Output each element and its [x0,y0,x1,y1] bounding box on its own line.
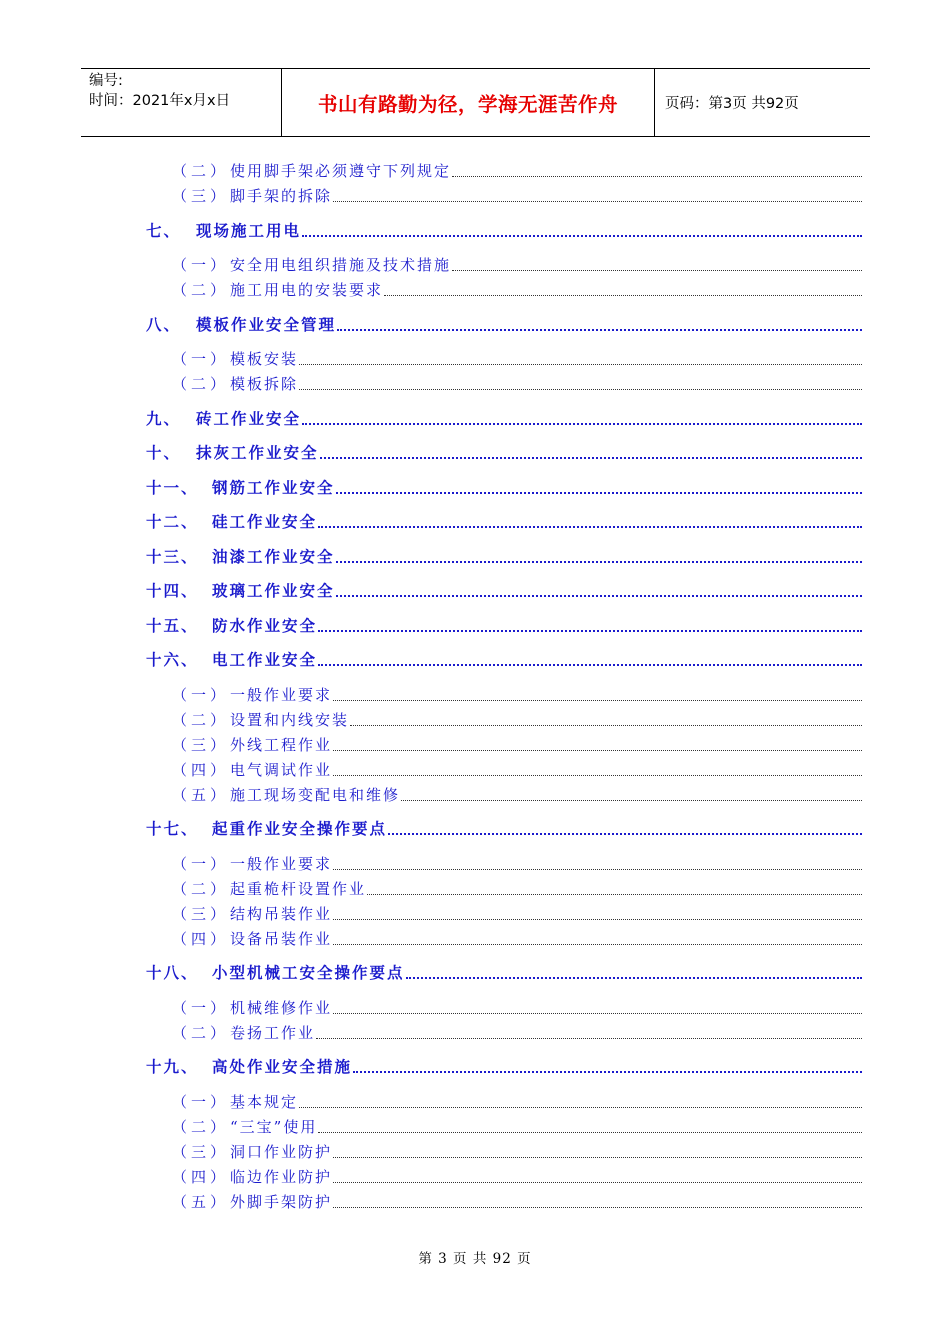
toc-entry-chapter[interactable] [146,580,862,602]
toc-entry-title: 一般作业要求 [230,854,333,873]
toc-entry-section[interactable] [172,185,862,207]
toc-entry-number: 九、 [146,408,182,428]
toc-entry-number: （五） [172,1192,230,1211]
toc-dot-leader [320,456,862,459]
toc-entry-section[interactable] [172,997,862,1019]
toc-entry-section[interactable] [172,279,862,301]
toc-entry-number: 十、 [146,443,182,462]
toc-dot-leader [299,388,862,390]
toc-entry-title: 设备吊装作业 [230,929,333,948]
toc-entry-section[interactable] [172,1091,862,1113]
toc-entry-number: （二） [172,1023,230,1042]
toc-entry-number: 十四、 [146,581,199,600]
toc-entry-title: 硅工作业安全 [212,512,318,531]
toc-dot-leader [367,893,862,895]
toc-entry-chapter[interactable] [146,477,862,499]
toc-dot-leader [333,699,862,701]
toc-dot-leader [406,976,862,979]
toc-entry-section[interactable] [172,373,862,395]
page-header [81,68,870,137]
toc-dot-leader [302,422,862,425]
toc-entry-number: （二） [172,162,230,180]
toc-entry-chapter[interactable] [146,615,862,637]
toc-entry-number: 十三、 [146,546,199,566]
toc-dot-leader [318,663,862,666]
toc-dot-leader [401,799,862,801]
toc-entry-chapter[interactable] [146,1056,862,1078]
toc-dot-leader [333,749,862,751]
toc-entry-chapter[interactable] [146,408,862,430]
toc-dot-leader [333,1012,862,1014]
toc-entry-title: 外线工程作业 [230,735,333,754]
toc-entry-number: 十一、 [146,477,199,497]
toc-entry-chapter[interactable] [146,314,862,336]
toc-entry-chapter[interactable] [146,546,862,568]
toc-entry-number: （四） [172,1167,230,1186]
toc-dot-leader [299,363,862,365]
toc-entry-number: （二） [172,879,230,898]
toc-entry-title: 设置和内线安装 [230,710,350,729]
toc-entry-number: （四） [172,760,230,779]
toc-dot-leader [333,1206,862,1208]
toc-entry-title: “三宝”使用 [230,1117,318,1136]
date-line: 时间：2021年x月x日 [89,93,231,109]
toc-entry-title: 小型机械工安全操作要点 [212,963,405,982]
toc-entry-section[interactable] [172,928,862,950]
toc-entry-title: 现场施工用电 [196,220,302,240]
toc-entry-number: （三） [172,904,230,923]
toc-dot-leader [318,525,862,528]
header-page-info: 页码：第3页 共92页 [665,96,799,112]
toc-entry-title: 油漆工作业安全 [212,546,335,566]
toc-dot-leader [316,1037,862,1039]
toc-entry-section[interactable] [172,734,862,756]
toc-entry-section[interactable] [172,709,862,731]
toc-entry-number: （二） [172,375,230,393]
toc-entry-title: 起重桅杆设置作业 [230,879,367,898]
toc-entry-section[interactable] [172,348,862,370]
toc-entry-number: 八、 [146,314,182,334]
toc-dot-leader [333,1156,862,1158]
toc-entry-chapter[interactable] [146,649,862,671]
toc-entry-chapter[interactable] [146,511,862,533]
toc-entry-number: 十二、 [146,512,199,531]
toc-entry-title: 洞口作业防护 [230,1142,333,1161]
page-footer: 第 3 页 共 92 页 [418,1251,532,1267]
toc-entry-number: （一） [172,998,230,1017]
toc-entry-number: （二） [172,710,230,729]
toc-entry-number: （三） [172,187,230,205]
toc-entry-chapter[interactable] [146,818,862,840]
toc-entry-number: 十九、 [146,1057,199,1076]
toc-dot-leader [336,560,862,563]
toc-entry-title: 脚手架的拆除 [230,187,333,205]
toc-entry-number: （二） [172,281,230,299]
toc-entry-chapter[interactable] [146,442,862,464]
toc-entry-title: 玻璃工作业安全 [212,581,335,600]
toc-entry-title: 高处作业安全措施 [212,1057,353,1076]
toc-entry-section[interactable] [172,759,862,781]
toc-dot-leader [299,1106,862,1108]
toc-entry-title: 外脚手架防护 [230,1192,333,1211]
toc-entry-number: （一） [172,1092,230,1111]
toc-entry-number: （一） [172,350,230,368]
toc-dot-leader [452,175,862,177]
toc-dot-leader [333,200,862,202]
toc-dot-leader [302,234,862,237]
toc-entry-chapter[interactable] [146,220,862,242]
toc-entry-section[interactable] [172,1166,862,1188]
toc-dot-leader [384,294,862,296]
toc-entry-section[interactable] [172,878,862,900]
toc-entry-title: 起重作业安全操作要点 [212,819,388,838]
toc-entry-section[interactable] [172,1191,862,1213]
toc-entry-number: （一） [172,685,230,704]
toc-dot-leader [318,629,862,632]
toc-entry-section[interactable] [172,903,862,925]
toc-entry-section[interactable] [172,254,862,276]
toc-entry-number: 十五、 [146,615,199,635]
toc-entry-title: 电气调试作业 [230,760,333,779]
toc-dot-leader [388,832,862,835]
toc-entry-number: （一） [172,256,230,274]
toc-entry-title: 施工用电的安装要求 [230,281,384,299]
toc-dot-leader [353,1070,862,1073]
toc-entry-title: 机械维修作业 [230,998,333,1017]
toc-entry-number: 七、 [146,220,182,240]
toc-dot-leader [336,491,862,494]
toc-entry-section[interactable] [172,853,862,875]
toc-entry-section[interactable] [172,784,862,806]
toc-entry-title: 模板拆除 [230,375,299,393]
toc-dot-leader [333,918,862,920]
toc-entry-number: （三） [172,735,230,754]
toc-entry-chapter[interactable] [146,962,862,984]
toc-entry-number: 十七、 [146,819,199,838]
toc-entry-section[interactable] [172,1116,862,1138]
toc-entry-number: （三） [172,1142,230,1161]
toc-entry-title: 抹灰工作业安全 [196,443,319,462]
toc-entry-section[interactable] [172,684,862,706]
toc-entry-number: （二） [172,1117,230,1136]
toc-dot-leader [333,868,862,870]
toc-entry-number: 十六、 [146,650,199,669]
toc-entry-title: 施工现场变配电和维修 [230,785,401,804]
toc-dot-leader [336,594,862,597]
header-meta [81,69,282,136]
toc-entry-title: 一般作业要求 [230,685,333,704]
toc-entry-number: 十八、 [146,963,199,982]
toc-dot-leader [333,943,862,945]
toc-entry-number: （五） [172,785,230,804]
toc-entry-title: 砖工作业安全 [196,408,302,428]
toc-entry-section[interactable] [172,1141,862,1163]
toc-entry-title: 模板作业安全管理 [196,314,337,334]
toc-dot-leader [337,328,862,331]
toc-entry-title: 临边作业防护 [230,1167,333,1186]
toc-dot-leader [333,774,862,776]
toc-dot-leader [333,1181,862,1183]
toc-entry-title: 基本规定 [230,1092,299,1111]
code-label: 编号: [89,73,123,89]
toc-entry-title: 安全用电组织措施及技术措施 [230,256,452,274]
toc-dot-leader [318,1131,862,1133]
toc-entry-title: 钢筋工作业安全 [212,477,335,497]
toc-entry-title: 结构吊装作业 [230,904,333,923]
toc-dot-leader [350,724,862,726]
header-motto: 书山有路勤为径，学海无涯苦作舟 [282,69,655,136]
toc-entry-section[interactable] [172,1022,862,1044]
toc-entry-title: 电工作业安全 [212,650,318,669]
toc-entry-title: 防水作业安全 [212,615,318,635]
toc-entry-title: 卷扬工作业 [230,1023,316,1042]
toc-entry-title: 使用脚手架必须遵守下列规定 [230,162,452,180]
toc-dot-leader [452,269,862,271]
toc-entry-title: 模板安装 [230,350,299,368]
toc-entry-section[interactable] [172,160,862,182]
toc-entry-number: （一） [172,854,230,873]
toc-entry-number: （四） [172,929,230,948]
